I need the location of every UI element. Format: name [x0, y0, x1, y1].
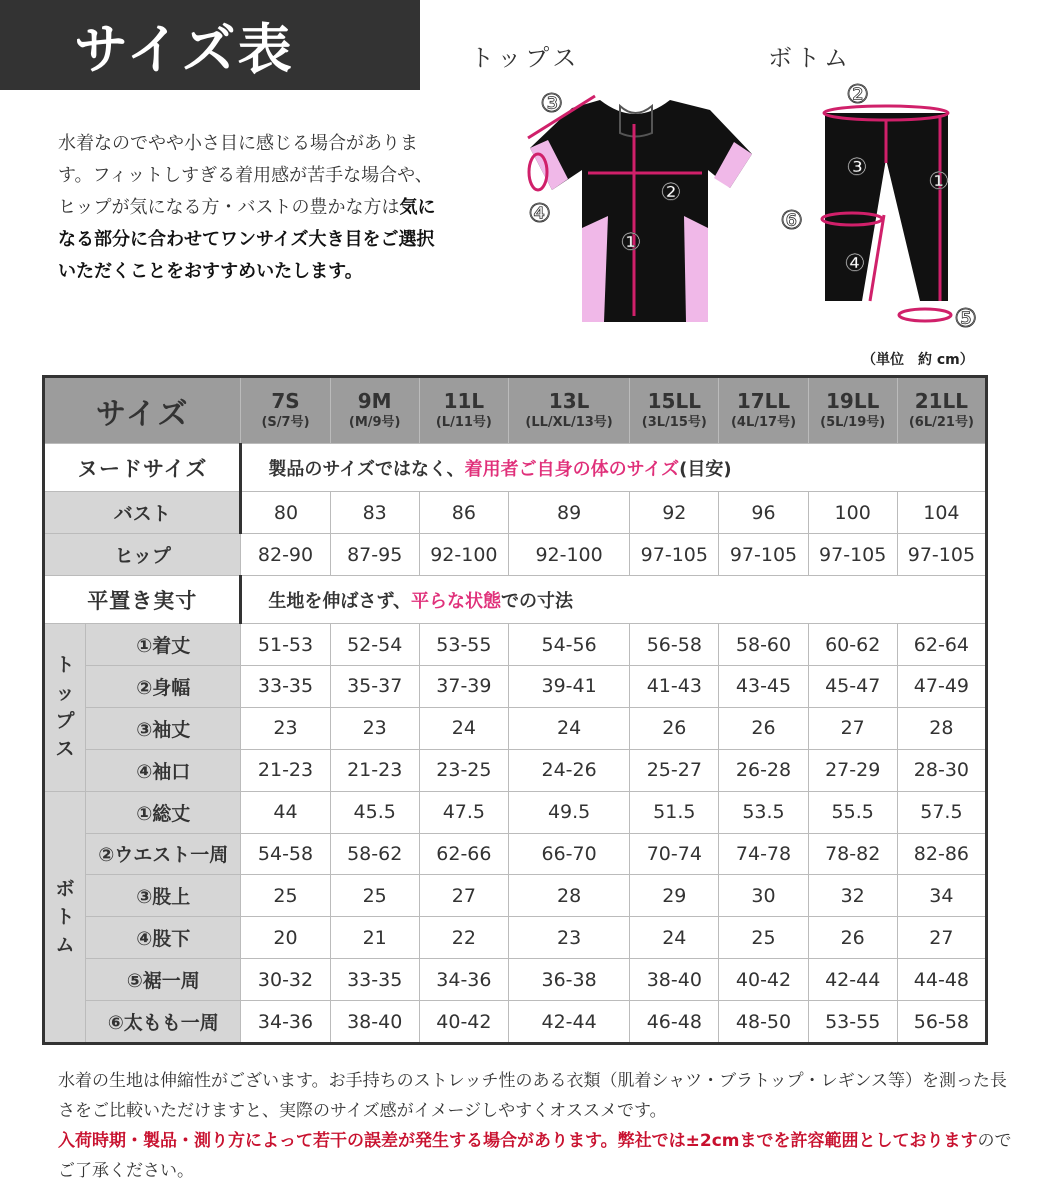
size-col: 9M (M/9号)	[330, 377, 419, 444]
table-cell: 57.5	[897, 791, 986, 833]
nude-description: 製品のサイズではなく、着用者ご自身の体のサイズ(目安)	[241, 444, 987, 492]
table-cell: 44	[241, 791, 330, 833]
table-cell: 33-35	[330, 959, 419, 1001]
tops-mark-2: ②	[660, 178, 682, 206]
table-cell: 21-23	[241, 749, 330, 791]
size-col: 19LL (5L/19号)	[808, 377, 897, 444]
table-cell: 82-90	[241, 534, 330, 576]
size-col: 11L (L/11号)	[419, 377, 508, 444]
table-cell: 40-42	[719, 959, 808, 1001]
size-table	[42, 375, 988, 1045]
table-cell: 97-105	[808, 534, 897, 576]
table-cell: 47-49	[897, 666, 986, 708]
row-label: ①着丈	[86, 624, 241, 666]
table-row	[44, 749, 987, 791]
bottom-mark-2: ②	[846, 80, 870, 110]
table-cell: 24-26	[508, 749, 629, 791]
flat-caption: 平置き実寸	[44, 576, 241, 624]
table-cell: 27	[897, 917, 986, 959]
title-bar	[0, 0, 420, 90]
table-cell: 58-60	[719, 624, 808, 666]
table-cell: 83	[330, 492, 419, 534]
table-cell: 56-58	[897, 1001, 986, 1044]
table-cell: 26-28	[719, 749, 808, 791]
tops-diagram	[500, 78, 770, 328]
nude-section-row	[44, 444, 987, 492]
table-cell: 20	[241, 917, 330, 959]
footer-line: 水着の生地は伸縮性がございます。お手持ちのストレッチ性のある衣類（肌着シャツ・ブラトップ・レギンス等）を測った長さをご比較いただけますと、実際のサイズ感がイメージしやすくオススメです。	[58, 1071, 1007, 1121]
table-cell: 60-62	[808, 624, 897, 666]
footer-note	[58, 1066, 1018, 1186]
table-cell: 92-100	[419, 534, 508, 576]
table-cell: 45-47	[808, 666, 897, 708]
table-cell: 23	[330, 707, 419, 749]
table-row	[44, 534, 987, 576]
table-cell: 46-48	[630, 1001, 719, 1044]
table-cell: 45.5	[330, 791, 419, 833]
tops-mark-1: ①	[620, 228, 642, 256]
table-cell: 100	[808, 492, 897, 534]
size-col: 15LL (3L/15号)	[630, 377, 719, 444]
table-cell: 62-66	[419, 833, 508, 875]
bottom-label: ボトム	[768, 44, 852, 72]
table-row	[44, 959, 987, 1001]
row-label: ②ウエスト一周	[86, 833, 241, 875]
table-cell: 87-95	[330, 534, 419, 576]
table-cell: 30	[719, 875, 808, 917]
table-row	[44, 917, 987, 959]
table-cell: 38-40	[630, 959, 719, 1001]
footer-warning: 入荷時期・製品・測り方によって若干の誤差が発生する場合があります。弊社では±2cmまでを許容範囲としております	[58, 1131, 978, 1151]
intro-text	[58, 128, 438, 288]
row-label: ①総丈	[86, 791, 241, 833]
size-header-row	[44, 377, 987, 444]
row-label: ⑥太もも一周	[86, 1001, 241, 1044]
table-cell: 34-36	[419, 959, 508, 1001]
table-cell: 27-29	[808, 749, 897, 791]
table-row	[44, 833, 987, 875]
table-cell: 30-32	[241, 959, 330, 1001]
table-row	[44, 666, 987, 708]
table-cell: 26	[808, 917, 897, 959]
table-row	[44, 624, 987, 666]
table-cell: 28	[897, 707, 986, 749]
table-cell: 32	[808, 875, 897, 917]
table-cell: 28	[508, 875, 629, 917]
table-cell: 53-55	[808, 1001, 897, 1044]
table-cell: 78-82	[808, 833, 897, 875]
table-cell: 23	[508, 917, 629, 959]
table-cell: 25-27	[630, 749, 719, 791]
table-cell: 43-45	[719, 666, 808, 708]
table-cell: 36-38	[508, 959, 629, 1001]
bottom-mark-6: ⑥	[780, 206, 804, 236]
table-cell: 29	[630, 875, 719, 917]
row-label: ③股上	[86, 875, 241, 917]
table-cell: 92-100	[508, 534, 629, 576]
table-row	[44, 1001, 987, 1044]
table-cell: 89	[508, 492, 629, 534]
table-cell: 51-53	[241, 624, 330, 666]
table-cell: 21	[330, 917, 419, 959]
table-cell: 80	[241, 492, 330, 534]
intro-bold: 気になる部分に合わせてワンサイズ大き目をご選択いただくことをおすすめいたします。	[58, 197, 436, 282]
table-cell: 74-78	[719, 833, 808, 875]
table-cell: 24	[630, 917, 719, 959]
unit-label: （単位 約 cm）	[862, 352, 974, 368]
row-label: バスト	[44, 492, 241, 534]
table-cell: 25	[241, 875, 330, 917]
bottom-mark-4: ④	[844, 249, 866, 277]
row-label: ヒップ	[44, 534, 241, 576]
tops-group-label: ト ッ プ ス	[44, 624, 86, 792]
table-row	[44, 492, 987, 534]
table-cell: 49.5	[508, 791, 629, 833]
table-cell: 97-105	[897, 534, 986, 576]
bottom-measure-hem	[899, 309, 951, 321]
table-cell: 39-41	[508, 666, 629, 708]
bottom-diagram	[780, 75, 995, 340]
flat-section-row	[44, 576, 987, 624]
table-cell: 97-105	[630, 534, 719, 576]
tops-side-panel-right	[684, 216, 708, 322]
table-cell: 52-54	[330, 624, 419, 666]
bottom-mark-3: ③	[846, 153, 868, 181]
tops-side-panel-left	[582, 216, 608, 322]
table-cell: 38-40	[330, 1001, 419, 1044]
size-col: 7S (S/7号)	[241, 377, 330, 444]
table-cell: 24	[508, 707, 629, 749]
table-cell: 21-23	[330, 749, 419, 791]
table-cell: 24	[419, 707, 508, 749]
table-cell: 104	[897, 492, 986, 534]
table-cell: 23-25	[419, 749, 508, 791]
table-cell: 53-55	[419, 624, 508, 666]
table-cell: 48-50	[719, 1001, 808, 1044]
table-row	[44, 791, 987, 833]
table-cell: 54-56	[508, 624, 629, 666]
table-cell: 41-43	[630, 666, 719, 708]
table-cell: 82-86	[897, 833, 986, 875]
table-cell: 54-58	[241, 833, 330, 875]
table-cell: 70-74	[630, 833, 719, 875]
table-cell: 42-44	[508, 1001, 629, 1044]
table-cell: 86	[419, 492, 508, 534]
table-cell: 62-64	[897, 624, 986, 666]
table-cell: 53.5	[719, 791, 808, 833]
size-col: 21LL (6L/21号)	[897, 377, 986, 444]
tops-label: トップス	[470, 44, 581, 72]
table-cell: 47.5	[419, 791, 508, 833]
row-label: ④袖口	[86, 749, 241, 791]
footer-tail: のでご了承ください。	[58, 1131, 1012, 1181]
table-cell: 37-39	[419, 666, 508, 708]
table-row	[44, 875, 987, 917]
table-cell: 44-48	[897, 959, 986, 1001]
table-cell: 27	[419, 875, 508, 917]
table-cell: 26	[719, 707, 808, 749]
table-cell: 35-37	[330, 666, 419, 708]
size-col: 13L (LL/XL/13号)	[508, 377, 629, 444]
table-cell: 58-62	[330, 833, 419, 875]
table-cell: 27	[808, 707, 897, 749]
table-cell: 56-58	[630, 624, 719, 666]
table-cell: 55.5	[808, 791, 897, 833]
table-cell: 22	[419, 917, 508, 959]
size-caption: サイズ	[44, 377, 241, 444]
row-label: ③袖丈	[86, 707, 241, 749]
bottom-mark-5: ⑤	[954, 304, 978, 334]
table-cell: 34-36	[241, 1001, 330, 1044]
flat-description: 生地を伸ばさず、平らな状態での寸法	[241, 576, 987, 624]
table-cell: 25	[330, 875, 419, 917]
bottom-group-label: ボ ト ム	[44, 791, 86, 1043]
tops-mark-3: ③	[540, 89, 564, 119]
nude-caption: ヌードサイズ	[44, 444, 241, 492]
page-title: サイズ表	[74, 17, 294, 81]
row-label: ②身幅	[86, 666, 241, 708]
table-cell: 92	[630, 492, 719, 534]
size-col: 17LL (4L/17号)	[719, 377, 808, 444]
table-cell: 23	[241, 707, 330, 749]
table-cell: 97-105	[719, 534, 808, 576]
table-cell: 25	[719, 917, 808, 959]
table-cell: 42-44	[808, 959, 897, 1001]
tops-mark-4: ④	[528, 199, 552, 229]
intro-normal: 水着なのでやや小さ目に感じる場合があります。フィットしすぎる着用感が苦手な場合や、ヒップが気になる方・バストの豊かな方は	[58, 133, 433, 218]
tops-garment-shape	[530, 100, 752, 322]
table-cell: 28-30	[897, 749, 986, 791]
table-row	[44, 707, 987, 749]
table-cell: 51.5	[630, 791, 719, 833]
bottom-mark-1: ①	[928, 167, 950, 195]
row-label: ⑤裾一周	[86, 959, 241, 1001]
table-cell: 66-70	[508, 833, 629, 875]
table-cell: 40-42	[419, 1001, 508, 1044]
table-cell: 26	[630, 707, 719, 749]
table-cell: 33-35	[241, 666, 330, 708]
row-label: ④股下	[86, 917, 241, 959]
table-cell: 34	[897, 875, 986, 917]
table-cell: 96	[719, 492, 808, 534]
